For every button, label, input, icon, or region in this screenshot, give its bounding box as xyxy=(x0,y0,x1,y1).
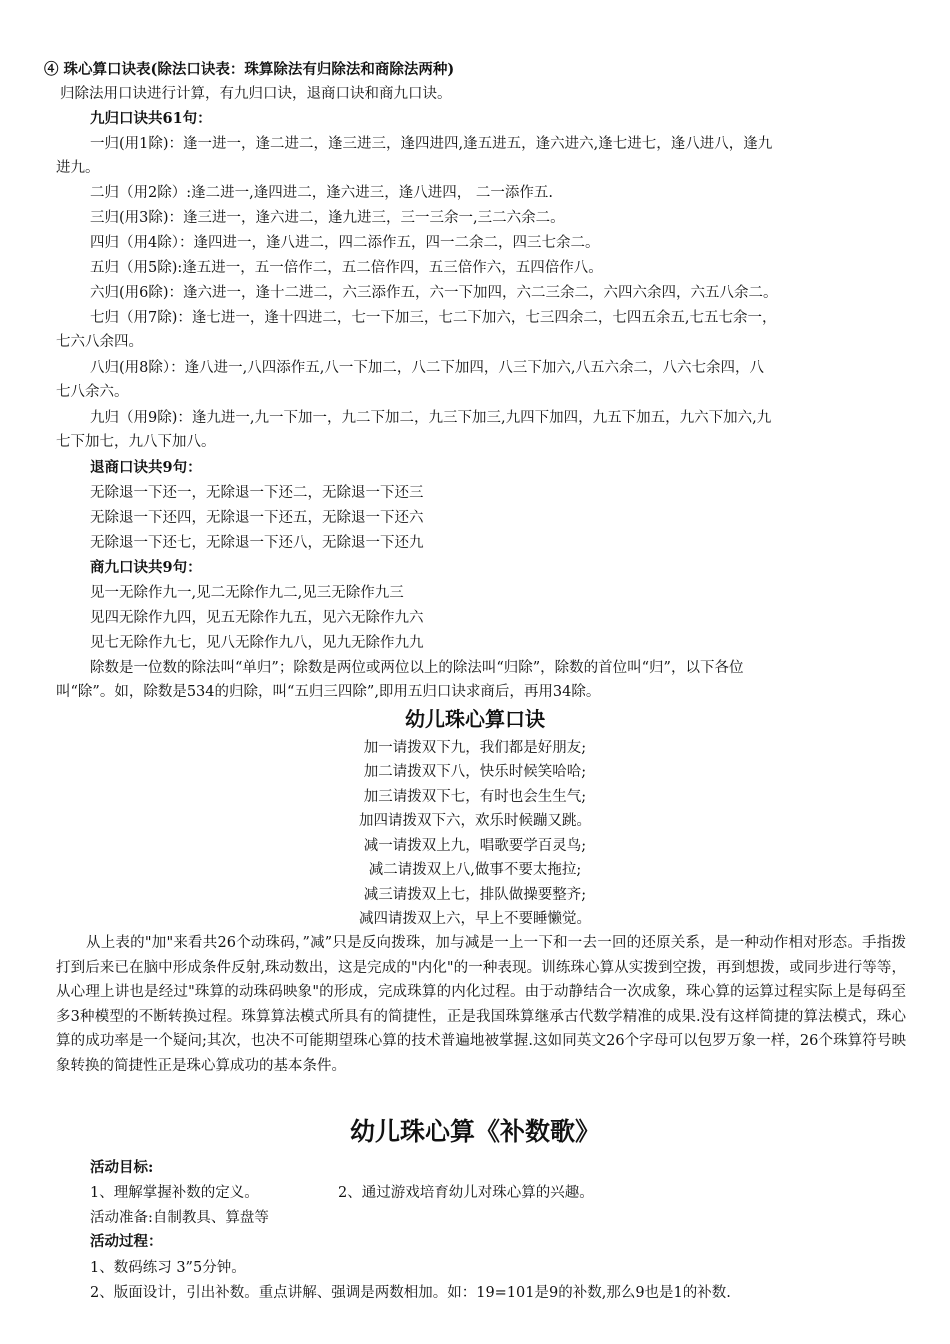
nine-gui-line: 进九。 xyxy=(56,160,100,176)
explanation-paragraph: 从上表的"加"来看共26个动珠码，”减”只是反向拨珠，加与减是一上一下和一去一回的还原关系，是一种动作相对形态。手指拨打到后来已在脑中形成条件反射,珠动数出，这是完成的"内化"的一种表现。训练珠心算从实拨到空拨，再到想拨，或同步进行等等，从心理上讲也是经过"珠算的动珠码映象"的形成，完成珠算的内化过程。由于动静结合一次成象，珠心算的运算过程实际上是每码至多3种模型的不断转换过程。珠算算法模式所具有的简捷性，正是我国珠算继承古代数学精准的成果.没有这样简捷的算法模式，珠心算的成功率是一个疑问;其次，也决不可能期望珠心算的技术普遍地被掌握.这如同英文26个字母可以包罗万象一样，26个珠算符号映象转换的简捷性正是珠心算成功的基本条件。 xyxy=(56,935,906,1074)
section-intro: 归除法用口诀进行计算，有九归口诀，退商口诀和商九口诀。 xyxy=(60,86,452,102)
process-heading: 活动过程： xyxy=(90,1233,163,1250)
nine-gui-heading: 九归口诀共61句： xyxy=(90,110,212,127)
goal-item-2: 2、通过游戏培育幼儿对珠心算的兴趣。 xyxy=(338,1185,594,1201)
nine-gui-line: 九归（用9除)：逢九进一,九一下加一，九二下加二，九三下加三,九四下加四，九五下加五，九六下加六,九 xyxy=(90,410,772,426)
nine-gui-line: 二归（用2除）:逢二进一,逢四进二，逢六进三，逢八进四， 二一添作五. xyxy=(90,185,553,201)
shang-jiu-line: 见七无除作九七，见八无除作九八，见九无除作九九 xyxy=(90,635,424,651)
nine-gui-line: 七归（用7除)：逢七进一，逢十四进二，七一下加三，七二下加六，七三四余二，七四五余五,七五七余一， xyxy=(90,310,777,326)
kindergarten-title: 幼儿珠心算口诀 xyxy=(405,707,545,731)
divisor-note-line: 叫“除”。如，除数是534的归除，叫“五归三四除”,即用五归口诀求商后，再用34除。 xyxy=(56,684,601,700)
nine-gui-line: 八归(用8除）：逢八进一,八四添作五,八一下加二，八二下加四，八三下加六,八五六余二，八六七余四，八 xyxy=(90,360,764,376)
verse-line: 减四请拨双上六，早上不要睡懒觉。 xyxy=(359,911,591,927)
verse-line: 加三请拨双下七，有时也会生生气; xyxy=(363,789,587,805)
tui-shang-line: 无除退一下还七，无除退一下还八，无除退一下还九 xyxy=(90,535,424,551)
verse-line: 加二请拨双下八，快乐时候笑哈哈; xyxy=(363,764,587,780)
nine-gui-line: 三归(用3除)：逢三进一，逢六进二，逢九进三，三一三余一,三二六余二。 xyxy=(90,210,565,226)
goal-item-1: 1、理解掌握补数的定义。 xyxy=(90,1185,259,1201)
lesson-title: 幼儿珠心算《补数歌》 xyxy=(349,1117,600,1146)
shang-jiu-line: 见四无除作九四，见五无除作九五，见六无除作九六 xyxy=(90,610,424,626)
process-step-1: 1、数码练习 3”5分钟。 xyxy=(90,1260,246,1276)
verse-line: 减一请拨双上九，唱歌要学百灵鸟; xyxy=(363,838,587,854)
shang-jiu-heading: 商九口诀共9句： xyxy=(90,559,202,576)
tui-shang-heading: 退商口诀共9句： xyxy=(90,459,202,476)
nine-gui-line: 一归(用1除)：逢一进一，逢二进二，逢三进三，逢四进四,逢五进五，逢六进六,逢七进七，逢八进八，逢九 xyxy=(90,136,773,152)
tui-shang-line: 无除退一下还四，无除退一下还五，无除退一下还六 xyxy=(90,510,424,526)
goal-heading: 活动目标: xyxy=(90,1159,154,1176)
nine-gui-line: 四归（用4除）：逢四进一，逢八进二，四二添作五，四一二余二，四三七余二。 xyxy=(90,235,600,251)
verse-line: 加一请拨双下九，我们都是好朋友; xyxy=(363,740,587,756)
verse-line: 加四请拨双下六，欢乐时候蹦又跳。 xyxy=(359,813,591,829)
nine-gui-line: 七六八余四。 xyxy=(56,334,143,350)
preparation-text: 活动准备:自制教具、算盘等 xyxy=(90,1210,269,1226)
process-step-2: 2、版面设计，引出补数。重点讲解、强调是两数相加。如：19=101是9的补数,那么9也是1的补数. xyxy=(90,1285,731,1301)
verse-line: 减二请拨双上八,做事不要太拖拉; xyxy=(368,862,582,878)
divisor-note-line: 除数是一位数的除法叫“单归”；除数是两位或两位以上的除法叫“归除”，除数的首位叫“归”，以下各位 xyxy=(90,660,744,676)
nine-gui-line: 六归(用6除)：逢六进一，逢十二进二，六三添作五，六一下加四，六二三余二，六四六余四，六五八余二。 xyxy=(90,285,778,301)
nine-gui-line: 七八余六。 xyxy=(56,384,129,400)
verse-line: 减三请拨双上七，排队做操要整齐; xyxy=(363,887,587,903)
nine-gui-line: 五归（用5除):逢五进一，五一倍作二，五二倍作四，五三倍作六，五四倍作八。 xyxy=(90,260,603,276)
nine-gui-line: 七下加七，九八下加八。 xyxy=(56,434,216,450)
section-heading: ④ 珠心算口诀表(除法口诀表：珠算除法有归除法和商除法两种) xyxy=(44,61,455,78)
tui-shang-line: 无除退一下还一，无除退一下还二，无除退一下还三 xyxy=(90,485,424,501)
shang-jiu-line: 见一无除作九一,见二无除作九二,见三无除作九三 xyxy=(90,585,404,601)
